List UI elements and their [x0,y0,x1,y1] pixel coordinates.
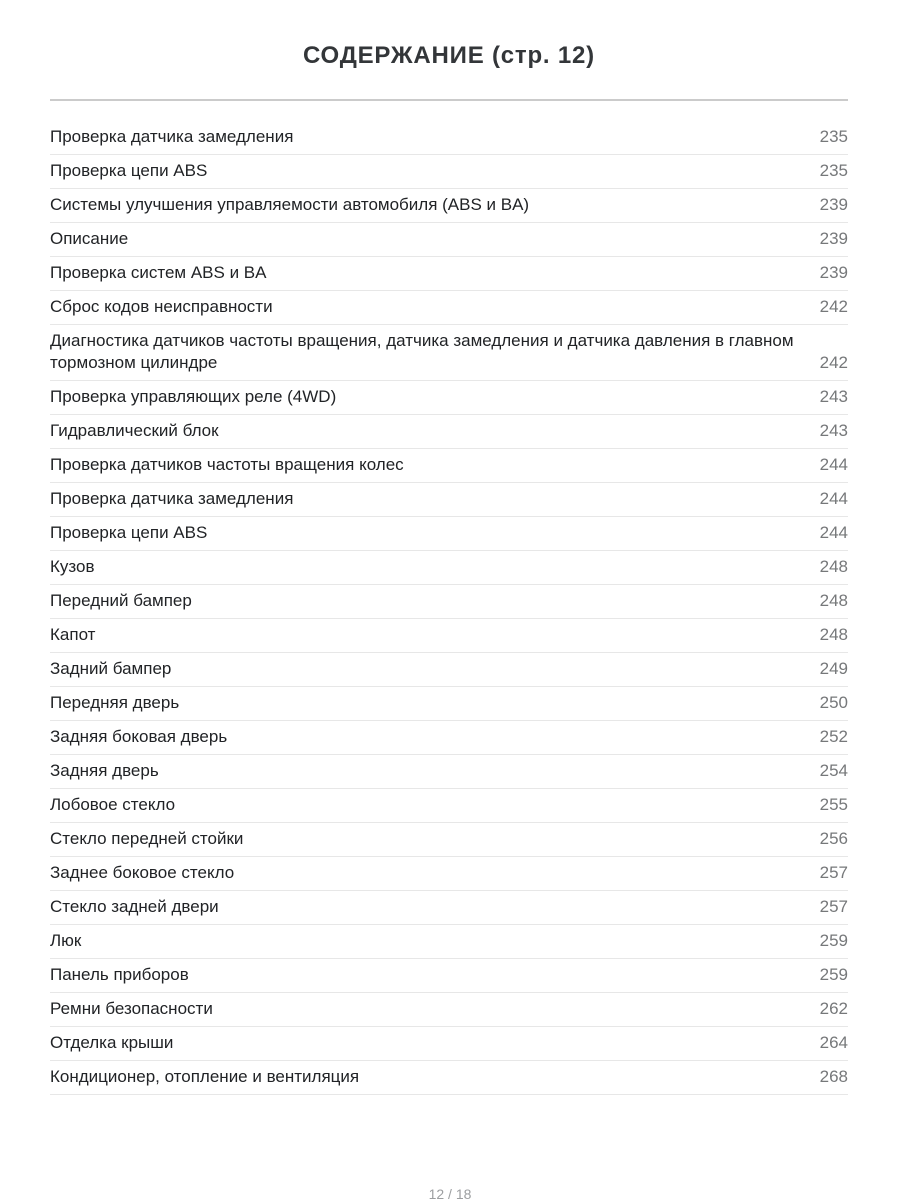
toc-entry-page: 248 [819,591,848,610]
toc-entry-page: 264 [819,1033,848,1052]
toc-row [50,483,848,517]
toc-entry-label: Стекло задней двери [50,897,219,916]
toc-row [50,653,848,687]
toc-entry-label: Диагностика датчиков частоты вращения, датчика замедления и датчика давления в главном тормозном цилиндре [50,331,794,372]
toc-row [50,721,848,755]
toc-entry-label: Стекло передней стойки [50,829,244,848]
toc-entry-page: 257 [819,897,848,916]
toc-entry-label: Задний бампер [50,659,172,678]
toc-entry-page: 243 [819,387,848,406]
toc-row [50,189,848,223]
toc-entry-label: Капот [50,625,96,644]
toc-row [50,517,848,551]
toc-row [50,755,848,789]
toc-entry-label: Кондиционер, отопление и вентиляция [50,1067,360,1086]
toc-row [50,551,848,585]
toc-entry-label: Гидравлический блок [50,421,219,440]
toc-entry-page: 243 [819,421,848,440]
title-divider [50,99,848,101]
toc-entry-page: 254 [819,761,848,780]
toc-entry-page: 259 [819,965,848,984]
toc-row [50,1061,848,1095]
toc-entry-label: Проверка систем ABS и BA [50,263,267,282]
page-title: СОДЕРЖАНИЕ (стр. 12) [303,42,595,69]
toc-entry-page: 244 [819,523,848,542]
toc-entry-label: Кузов [50,557,95,576]
toc-entry-label: Передний бампер [50,591,192,610]
toc-entry-label: Задняя боковая дверь [50,727,228,746]
toc-row [50,585,848,619]
toc-entry-label: Проверка управляющих реле (4WD) [50,387,337,406]
toc-entry-page: 250 [819,693,848,712]
toc-entry-label: Заднее боковое стекло [50,863,235,882]
toc-entry-label: Проверка цепи ABS [50,161,208,180]
toc-row [50,789,848,823]
toc-row [50,223,848,257]
toc-entry-label: Проверка датчиков частоты вращения колес [50,455,404,474]
toc-entry-label: Сброс кодов неисправности [50,297,273,316]
toc-entry-page: 235 [819,127,848,146]
toc-entry-page: 242 [819,297,848,316]
toc-row [50,291,848,325]
toc-entry-label: Проверка датчика замедления [50,127,294,146]
toc-row [50,891,848,925]
toc-entry-page: 248 [819,557,848,576]
toc-row [50,619,848,653]
toc-row [50,121,848,155]
toc-row [50,1027,848,1061]
toc-entry-page: 235 [819,161,848,180]
toc-row [50,381,848,415]
toc-row [50,959,848,993]
toc-entry-label: Передняя дверь [50,693,180,712]
toc-row [50,325,848,381]
toc-entry-label: Ремни безопасности [50,999,213,1018]
toc-entry-page: 255 [819,795,848,814]
toc-row [50,155,848,189]
toc-entry-label: Задняя дверь [50,761,159,780]
toc-row [50,415,848,449]
toc-entry-label: Лобовое стекло [50,795,176,814]
toc-entry-page: 259 [819,931,848,950]
toc-row [50,449,848,483]
toc-entry-label: Панель приборов [50,965,189,984]
toc-entry-page: 242 [819,353,848,372]
toc-entry-page: 248 [819,625,848,644]
toc-entry-page: 256 [819,829,848,848]
toc-entry-page: 239 [819,229,848,248]
toc-row [50,857,848,891]
toc-entry-page: 257 [819,863,848,882]
document-page [0,42,900,1200]
toc-row [50,687,848,721]
toc-entry-label: Проверка цепи ABS [50,523,208,542]
toc-entry-page: 244 [819,489,848,508]
toc-entry-page: 249 [819,659,848,678]
toc-entry-label: Отделка крыши [50,1033,174,1052]
toc-row [50,823,848,857]
toc-entry-page: 239 [819,263,848,282]
toc-entry-label: Описание [50,229,129,248]
toc-entry-label: Системы улучшения управляемости автомобиля (ABS и BA) [50,195,530,214]
toc-entry-page: 244 [819,455,848,474]
toc-entry-page: 239 [819,195,848,214]
toc-entry-page: 262 [819,999,848,1018]
toc-row [50,993,848,1027]
toc-entry-page: 268 [819,1067,848,1086]
toc-list [50,121,848,1095]
toc-row [50,257,848,291]
toc-entry-page: 252 [819,727,848,746]
toc-entry-label: Люк [50,931,82,950]
page-number-indicator: 12 / 18 [428,1186,472,1200]
toc-entry-label: Проверка датчика замедления [50,489,294,508]
toc-row [50,925,848,959]
